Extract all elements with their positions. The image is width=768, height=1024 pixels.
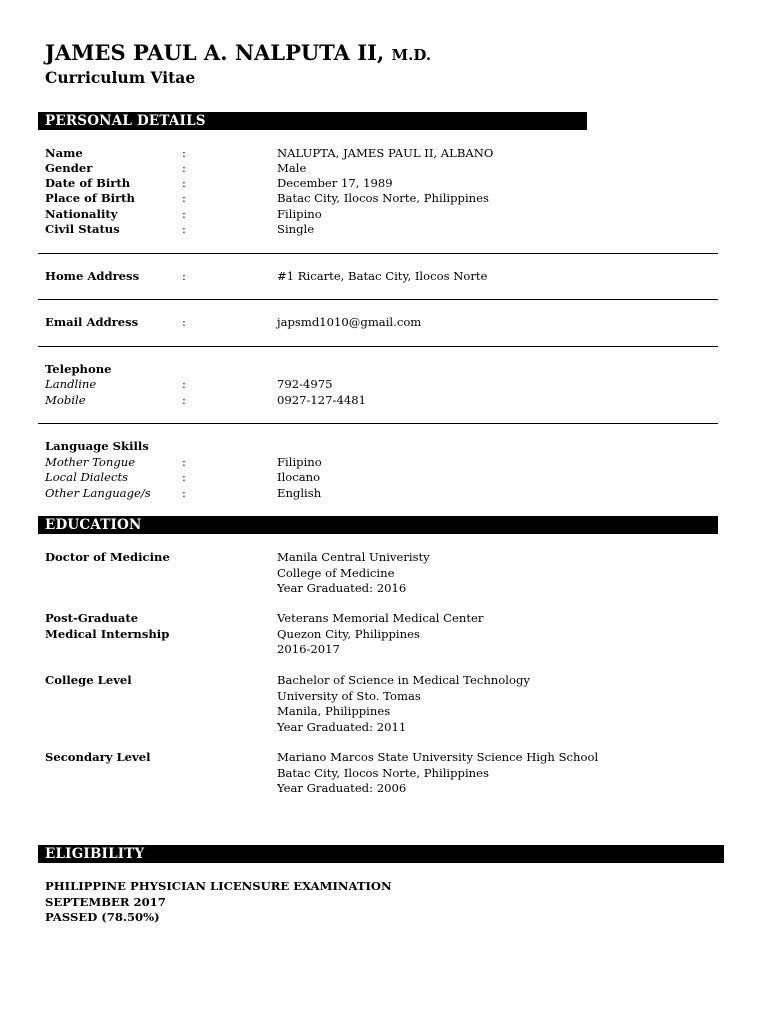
detail-value: japsmd1010@gmail.com	[277, 315, 422, 329]
full-name: JAMES PAUL A. NALPUTA II,	[45, 40, 385, 65]
colon: :	[182, 377, 186, 391]
education-label	[45, 750, 151, 766]
education-line: Bachelor of Science in Medical Technology	[277, 673, 530, 687]
detail-value: Ilocano	[277, 470, 321, 484]
colon: :	[182, 191, 186, 205]
education-details	[277, 673, 530, 735]
colon: :	[182, 207, 186, 221]
document-subtitle: Curriculum Vitae	[45, 68, 196, 87]
colon: :	[182, 222, 186, 236]
eligibility-exam: PHILIPPINE PHYSICIAN LICENSURE EXAMINATION	[45, 879, 392, 893]
education-label-line: Doctor of Medicine	[45, 550, 170, 564]
colon: :	[182, 161, 186, 175]
detail-value: 792-4975	[277, 377, 333, 391]
section-header-personal-details: PERSONAL DETAILS	[38, 112, 587, 130]
colon: :	[182, 315, 186, 329]
colon: :	[182, 269, 186, 283]
detail-label: Mother Tongue	[45, 455, 136, 469]
divider	[38, 346, 718, 347]
colon: :	[182, 393, 186, 407]
education-line: Manila, Philippines	[277, 704, 391, 718]
education-details	[277, 611, 483, 658]
detail-label: Place of Birth	[45, 191, 135, 205]
detail-value: Filipino	[277, 207, 322, 221]
education-label-line: Secondary Level	[45, 750, 151, 764]
education-line: Batac City, Ilocos Norte, Philippines	[277, 765, 489, 780]
detail-value: #1 Ricarte, Batac City, Ilocos Norte	[277, 269, 488, 283]
detail-value: 0927-127-4481	[277, 393, 366, 407]
education-line: Manila Central Univeristy	[277, 550, 430, 564]
colon: :	[182, 455, 186, 469]
divider	[38, 299, 718, 300]
education-label-line: Post-Graduate	[45, 611, 139, 625]
name-suffix: M.D.	[391, 46, 432, 64]
education-details	[277, 550, 430, 597]
education-label-line: College Level	[45, 673, 132, 687]
eligibility-details	[45, 879, 392, 926]
education-line: College of Medicine	[277, 565, 395, 580]
colon: :	[182, 146, 186, 160]
detail-value: Batac City, Ilocos Norte, Philippines	[277, 191, 489, 205]
detail-label: Mobile	[45, 393, 86, 407]
education-line: University of Sto. Tomas	[277, 688, 421, 703]
education-line: Quezon City, Philippines	[277, 626, 420, 641]
education-line: Mariano Marcos State University Science High School	[277, 750, 599, 764]
detail-label: Civil Status	[45, 222, 120, 236]
detail-label: Other Language/s	[45, 486, 151, 500]
doctor-name	[45, 40, 431, 65]
education-label	[45, 611, 169, 642]
colon: :	[182, 470, 186, 484]
detail-label: Home Address	[45, 269, 140, 283]
education-label	[45, 550, 170, 566]
detail-label: Gender	[45, 161, 93, 175]
education-label	[45, 673, 132, 689]
detail-label: Landline	[45, 377, 97, 391]
detail-label: Local Dialects	[45, 470, 129, 484]
education-details	[277, 750, 598, 797]
education-line: Veterans Memorial Medical Center	[277, 611, 484, 625]
colon: :	[182, 486, 186, 500]
detail-value: Male	[277, 161, 307, 175]
detail-label: Date of Birth	[45, 176, 131, 190]
section-header-eligibility: ELIGIBILITY	[38, 845, 724, 863]
detail-value: Single	[277, 222, 315, 236]
education-line: Year Graduated: 2011	[277, 719, 407, 734]
detail-value: English	[277, 486, 322, 500]
divider	[38, 423, 718, 424]
detail-value: December 17, 1989	[277, 176, 393, 190]
detail-label: Nationality	[45, 207, 118, 221]
colon: :	[182, 176, 186, 190]
detail-value: Filipino	[277, 455, 322, 469]
detail-value: NALUPTA, JAMES PAUL II, ALBANO	[277, 146, 494, 160]
education-label-line: Medical Internship	[45, 626, 170, 641]
eligibility-result: PASSED (78.50%)	[45, 910, 160, 924]
detail-label: Email Address	[45, 315, 139, 329]
detail-label: Name	[45, 146, 83, 160]
divider	[38, 253, 718, 254]
education-line: 2016-2017	[277, 642, 340, 656]
telephone-heading: Telephone	[45, 362, 112, 376]
language-heading: Language Skills	[45, 439, 149, 453]
section-header-education: EDUCATION	[38, 516, 718, 534]
education-line: Year Graduated: 2006	[277, 781, 407, 795]
eligibility-date: SEPTEMBER 2017	[45, 894, 166, 909]
education-line: Year Graduated: 2016	[277, 581, 407, 595]
